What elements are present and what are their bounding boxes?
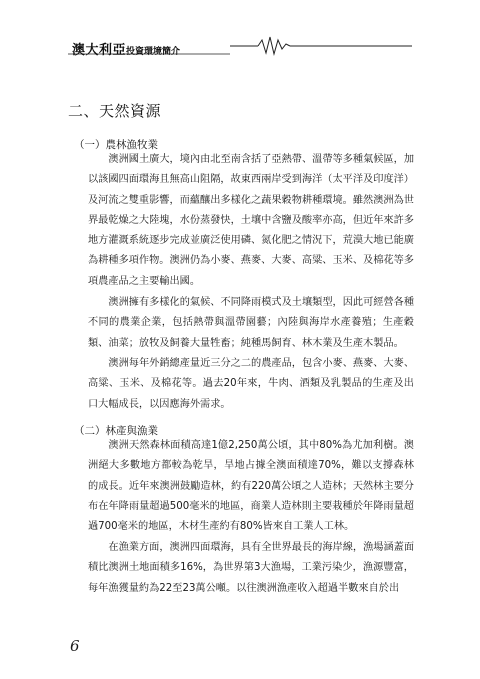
paragraph: 澳洲每年外銷總產量近三分之二的農產品，包含小麥、燕麥、大麥、高粱、玉米、及棉花等。過去20年來，牛肉、酒類及乳製品的生產及出口大幅成長，以因應海外需求。 <box>88 358 415 410</box>
header-title-main: 澳大利亞 <box>72 43 127 58</box>
header-title <box>72 39 180 58</box>
paragraph: 澳洲國土廣大，境內由北至南含括了亞熱帶、溫帶等多種氣候區，加以該國四面環海且無高山阻隔，故東西兩岸受到海洋（太平洋及印度洋）及河流之雙重影響，而蘊釀出多樣化之蔬果穀物耕種環境。雖然澳洲為世界最乾燥之大陸塊，水份蒸發快，土壤中含鹽及酸率亦高，但近年來許多地方灌溉系統逐步完成並廣泛使用磷、氮化肥之情況下，荒漠大地已能廣為耕種多項作物。澳洲仍為小麥、燕麥、大麥、高粱、玉米、及棉花等多項農產品之主要輸出國。 <box>88 154 415 287</box>
paragraph: 在漁業方面，澳洲四面環海，具有全世界最長的海岸線，漁場涵蓋面積比澳洲土地面積多16%，為世界第3大漁場，工業污染少，漁源豐富，每年漁獲量約為22至23萬公噸。以往澳洲漁產收入超過半數來自於出 <box>88 542 415 594</box>
subsection-heading-agriculture: （一）農林漁牧業 <box>74 139 158 151</box>
running-header <box>0 0 480 60</box>
subsection-heading-forestry-fishery: （二）林產與漁業 <box>74 425 158 437</box>
paragraph: 澳洲天然森林面積高達1億2,250萬公頃，其中80%為尤加利樹。澳洲絕大多數地方都較為乾旱，旱地占據全澳面積達70%，難以支撐森林的成長。近年來澳洲鼓勵造林，約有220萬公頃之人造林；天然林主要分布在年降雨量超過500毫米的地區，商業人造林則主要栽種於年降雨量超過700毫米的地區，木材生產約有80%皆來自工業人工林。 <box>88 440 414 533</box>
section-title: 二、天然資源 <box>68 102 162 120</box>
paragraph: 澳洲擁有多樣化的氣候、不同降雨模式及土壤類型，因此可經營各種不同的農業企業，包括熱帶與溫帶園藝；內陸與海岸水產養殖；生產穀類、油菜；放牧及飼養大量牲畜；純種馬飼育、林木業及生產木製品。 <box>88 297 415 349</box>
header-title-sub: 投資環境簡介 <box>126 47 181 57</box>
page-number: 6 <box>70 637 80 655</box>
